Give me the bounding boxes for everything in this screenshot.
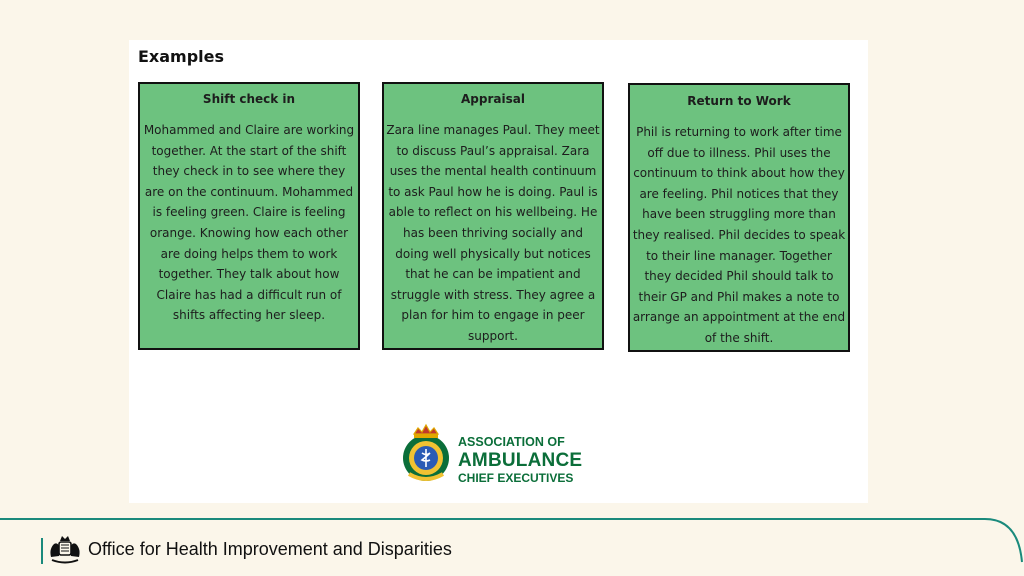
card-title: Shift check in — [202, 92, 296, 106]
organisation-name: Office for Health Improvement and Disparities — [88, 539, 452, 559]
card-body: Zara line manages Paul. They meet to discuss Paul’s appraisal. Zara uses the mental health continuum to ask Paul how he is doing. Paul is able to reflect on his wellbeing. He has been thriving socially and doing well physically but notices that he can be impatient and struggle with stress. They agree a plan for him to engage in peer support. — [386, 123, 600, 343]
example-card-shift-check-in — [138, 82, 360, 350]
card-body: Mohammed and Claire are working together. At the start of the shift they check in to see where they are on the continuum. Mohammed is feeling green. Claire is feeling orange. Knowing how each other are doing helps them to work together. They talk about how Claire has had a difficult run of shifts affecting her sleep. — [143, 123, 355, 323]
logo-wordmark — [458, 436, 582, 484]
content-panel — [129, 40, 868, 503]
logo-line-2: AMBULANCE — [458, 449, 583, 471]
logo-line-1: ASSOCIATION OF — [458, 435, 565, 449]
example-card-return-to-work — [628, 83, 850, 352]
footer-accent-bar — [41, 538, 43, 564]
card-title: Return to Work — [687, 94, 791, 108]
card-title: Appraisal — [461, 92, 525, 106]
footer-divider — [0, 500, 1024, 576]
aace-emblem-icon — [399, 420, 455, 490]
logo-line-3: CHIEF EXECUTIVES — [458, 470, 574, 485]
card-body: Phil is returning to work after time off due to illness. Phil uses the continuum to think about how they are feeling. Phil notices that they have been struggling more than they realised. Phil decides to speak to their line manager. Together they decided Phil should talk to their GP and Phil makes a note to arrange an appointment at the end of the shift. — [632, 125, 846, 345]
example-card-appraisal — [382, 82, 604, 350]
page-title: Examples — [138, 47, 225, 66]
aace-logo — [399, 420, 599, 490]
royal-coat-of-arms-icon — [48, 533, 82, 565]
